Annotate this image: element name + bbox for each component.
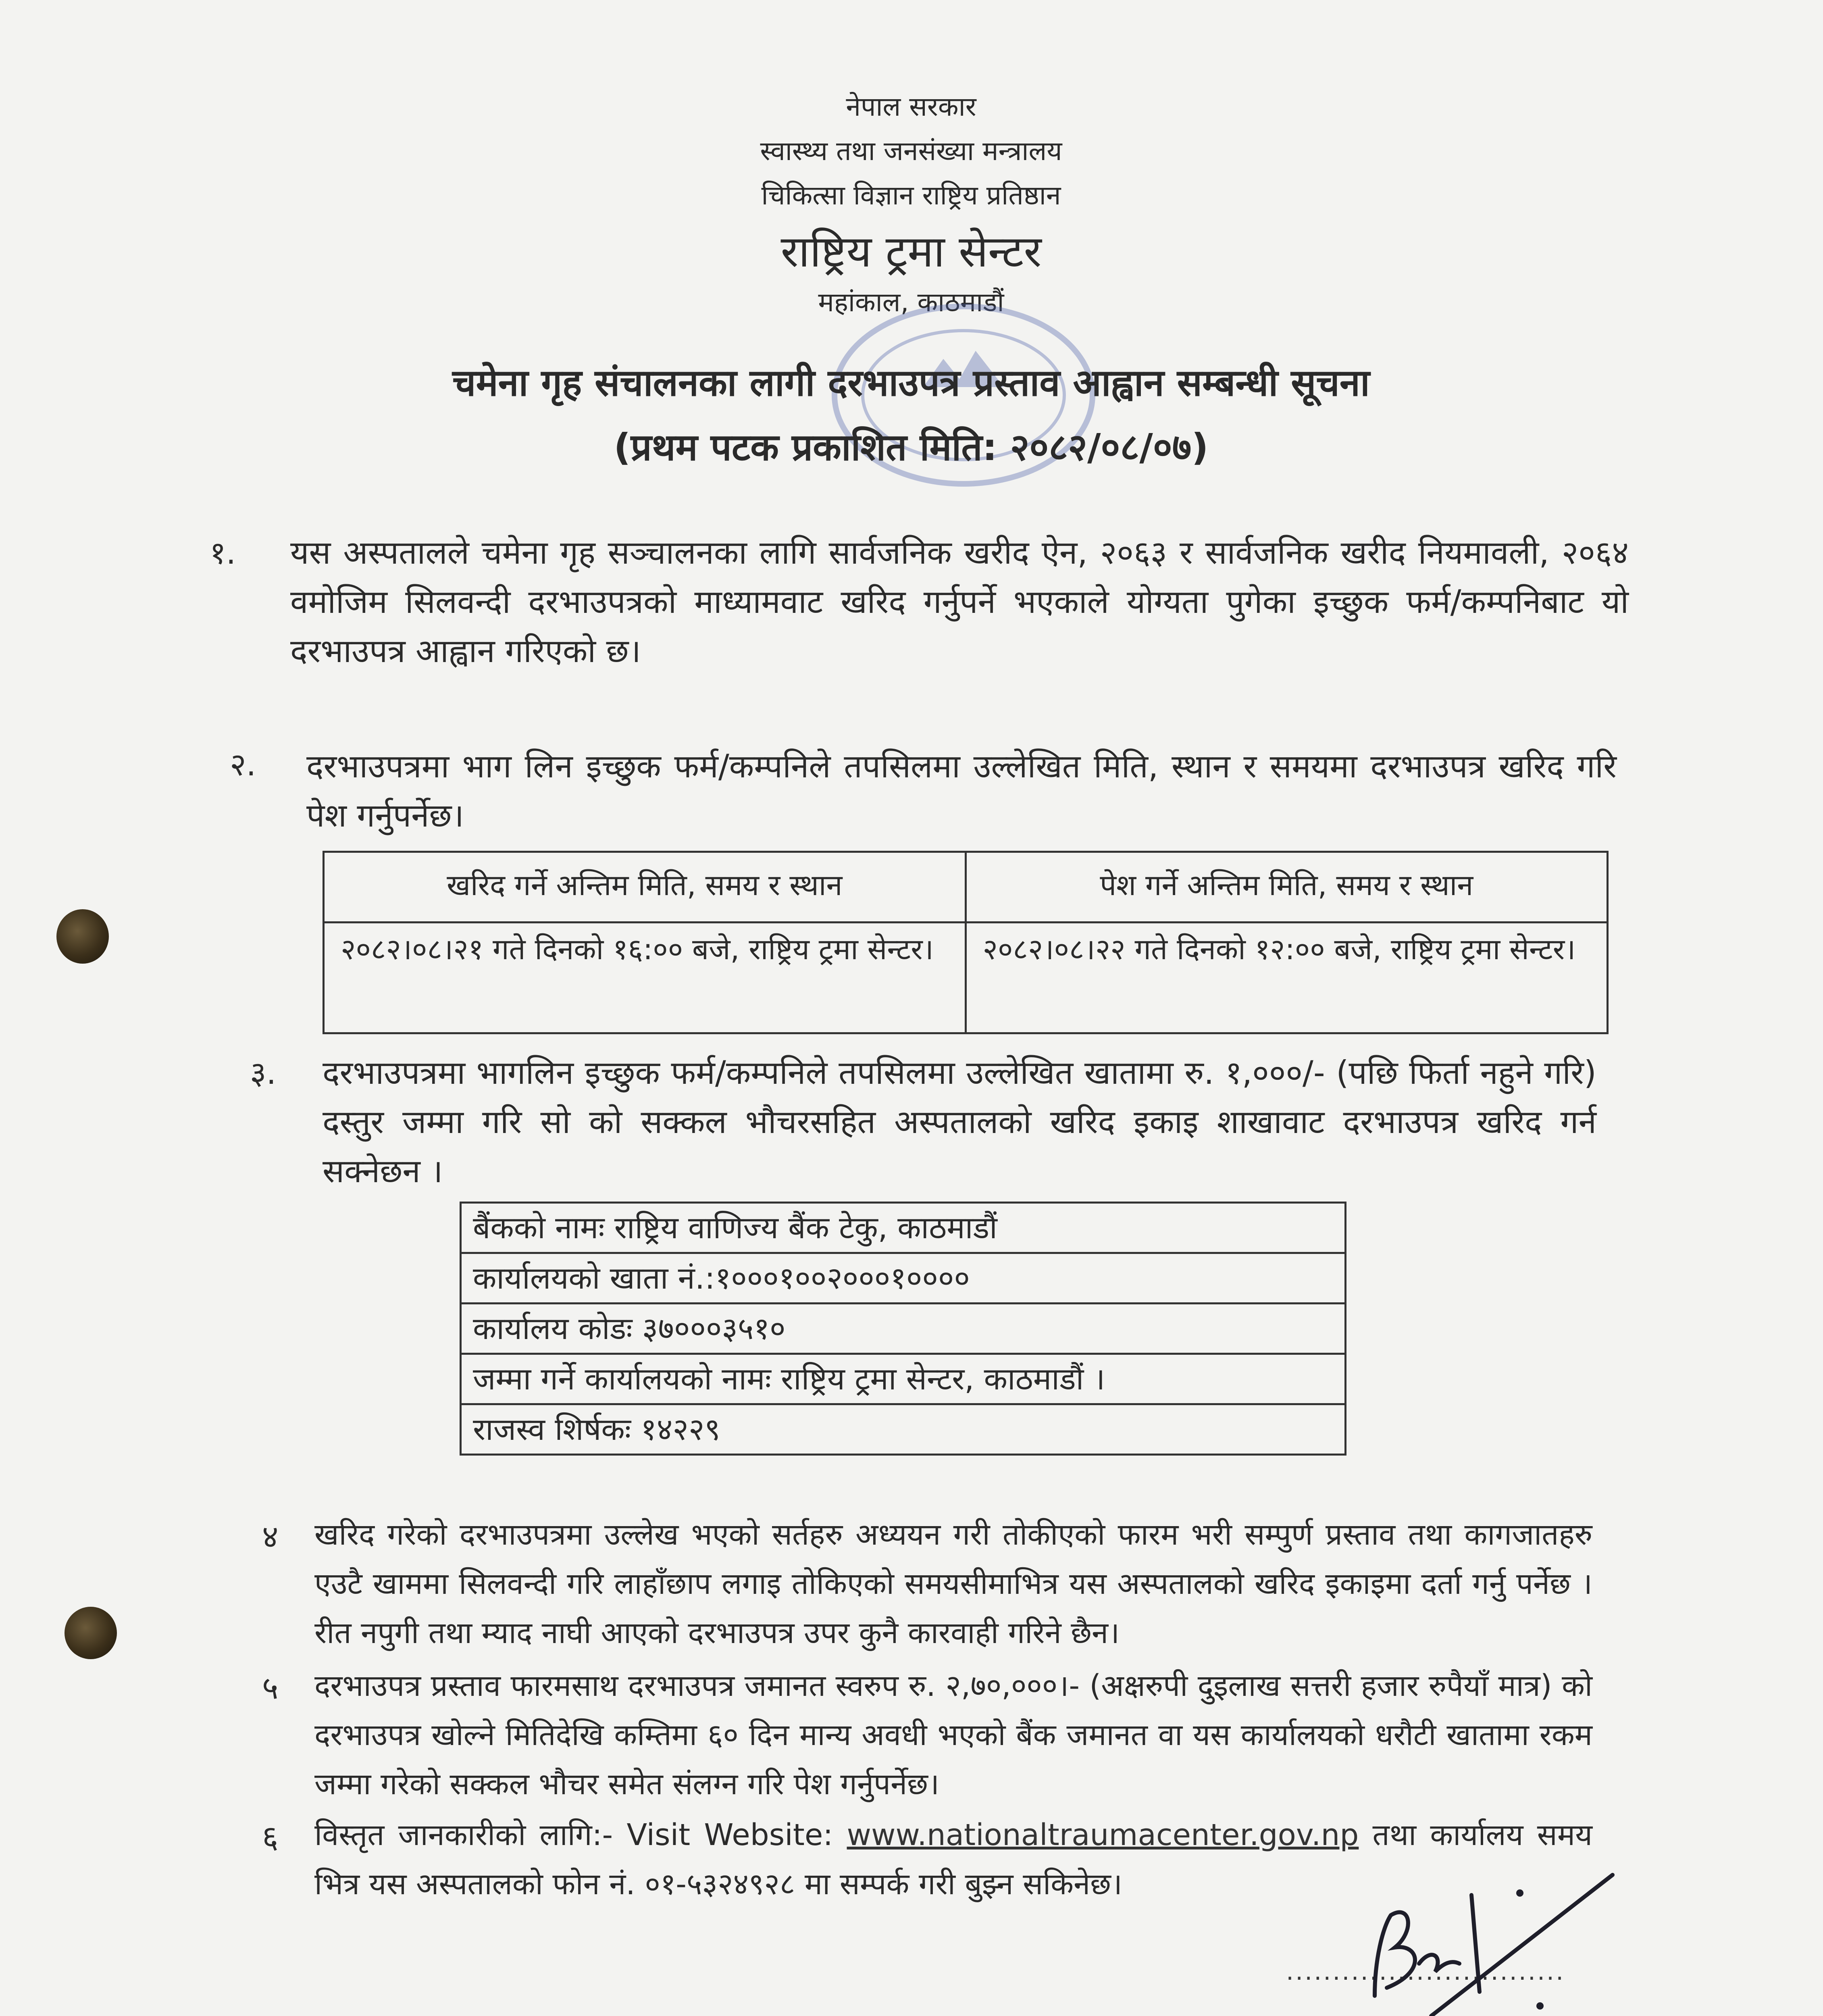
website-link[interactable]: www.nationaltraumacenter.gov.np [847, 1818, 1359, 1852]
schedule-table-header-row [324, 852, 1608, 923]
schedule-cell-submit: २०८२।०८।२२ गते दिनको १२:०० बजे, राष्ट्रिय ट्रमा सेन्टर। [966, 923, 1608, 1033]
header-line-gov: नेपाल सरकार [846, 91, 976, 122]
paragraph-1: यस अस्पतालले चमेना गृह सञ्चालनका लागि सार्वजनिक खरीद ऐन, २०६३ र सार्वजनिक खरीद नियमावली, २०६४ वमोजिम सिलवन्दी दरभाउपत्रको माध्यामवाट खरिद गर्नुपर्ने भएकाले योग्यता पुगेका इच्छुक फर्म/कम्पनिबाट यो दरभाउपत्र आह्वान गरिएको छ। [290, 534, 1629, 670]
schedule-header-submit: पेश गर्ने अन्तिम मिति, समय र स्थान [966, 852, 1608, 923]
bank-details-table [460, 1202, 1346, 1456]
paragraph-5-number: ५ [262, 1670, 279, 1706]
paragraph-6-number: ६ [262, 1819, 279, 1856]
bank-name-row: बैंकको नामः राष्ट्रिय वाणिज्य बैंक टेकु, काठमाडौं [460, 1202, 1346, 1254]
punch-hole-bottom [65, 1607, 117, 1659]
org-address: महांकाल, काठमाडौं [818, 287, 1004, 318]
paragraph-6-intro: विस्तृत जानकारीको लागि:- Visit Website: [314, 1818, 847, 1852]
paragraph-1-number: १. [210, 535, 236, 571]
paragraph-6-contact: तथा कार्यालय समय भित्र यस अस्पतालको फोन नं. ०१-५३२४९२८ मा सम्पर्क गरी बुझ्न सकिनेछ। [314, 1818, 1592, 1901]
schedule-cell-purchase: २०८२।०८।२१ गते दिनको १६:०० बजे, राष्ट्रिय ट्रमा सेन्टर। [324, 923, 966, 1033]
depositing-office-row: जम्मा गर्ने कार्यालयको नामः राष्ट्रिय ट्रमा सेन्टर, काठमाडौं । [460, 1355, 1346, 1405]
punch-hole-top [56, 909, 109, 964]
org-name: राष्ट्रिय ट्रमा सेन्टर [780, 227, 1042, 277]
handwritten-signature-icon [1282, 1867, 1629, 2016]
paragraph-4-number: ४ [262, 1519, 279, 1555]
revenue-heading-row: राजस्व शिर्षकः १४२२९ [460, 1405, 1346, 1456]
header-line-academy: चिकित्सा विज्ञान राष्ट्रिय प्रतिष्ठान [761, 180, 1061, 211]
office-code-row: कार्यालय कोडः ३७०००३५१० [460, 1304, 1346, 1355]
notice-subtitle: (प्रथम पटक प्रकाशित मिति: २०८२/०८/०७) [614, 426, 1209, 469]
paragraph-2: दरभाउपत्रमा भाग लिन इच्छुक फर्म/कम्पनिले तपसिलमा उल्लेखित मिति, स्थान र समयमा दरभाउपत्र खरिद गरि पेश गर्नुपर्नेछ। [306, 748, 1617, 834]
schedule-header-purchase: खरिद गर्ने अन्तिम मिति, समय र स्थान [324, 852, 966, 923]
paragraph-3: दरभाउपत्रमा भागलिन इच्छुक फर्म/कम्पनिले तपसिलमा उल्लेखित खातामा रु. १,०००/- (पछि फिर्ता नहुने गरि) दस्तुर जम्मा गरि सो को सक्कल भौचरसहित अस्पतालको खरिद इकाइ शाखावाट दरभाउपत्र खरिद गर्न सक्नेछन । [323, 1054, 1596, 1190]
paragraph-3-number: ३. [250, 1055, 277, 1091]
schedule-table [323, 851, 1609, 1034]
paragraph-4: खरिद गरेको दरभाउपत्रमा उल्लेख भएको सर्तहरु अध्ययन गरी तोकीएको फारम भरी सम्पुर्ण प्रस्ताव तथा कागजातहरु एउटै खाममा सिलवन्दी गरि लाहाँछाप लगाइ तोकिएको समयसीमाभित्र यस अस्पतालको खरिद इकाइमा दर्ता गर्नु पर्नेछ । रीत नपुगी तथा म्याद नाघी आएको दरभाउपत्र उपर कुनै कारवाही गरिने छैन। [314, 1517, 1592, 1650]
header-line-ministry: स्वास्थ्य तथा जनसंख्या मन्त्रालय [760, 135, 1062, 167]
schedule-table-row [324, 923, 1608, 1033]
notice-title: चमेना गृह संचालनका लागी दरभाउपत्र प्रस्ताव आह्वान सम्बन्धी सूचना [452, 361, 1370, 404]
paragraph-5: दरभाउपत्र प्रस्ताव फारमसाथ दरभाउपत्र जमानत स्वरुप रु. २,७०,०००।- (अक्षरुपी दुइलाख सत्तरी हजार रुपैयाँ मात्र) को दरभाउपत्र खोल्ने मितिदेखि कम्तिमा ६० दिन मान्य अवधी भएको बैंक जमानत वा यस कार्यालयको धरौटी खातामा रकम जम्मा गरेको सक्कल भौचर समेत संलग्न गरि पेश गर्नुपर्नेछ। [314, 1668, 1592, 1801]
paragraph-2-number: २. [230, 747, 256, 783]
svg-text:..............................: .............................. [1286, 1958, 1565, 1986]
account-number-row: कार्यालयको खाता नं.:१०००१००२०००१०००० [460, 1254, 1346, 1304]
